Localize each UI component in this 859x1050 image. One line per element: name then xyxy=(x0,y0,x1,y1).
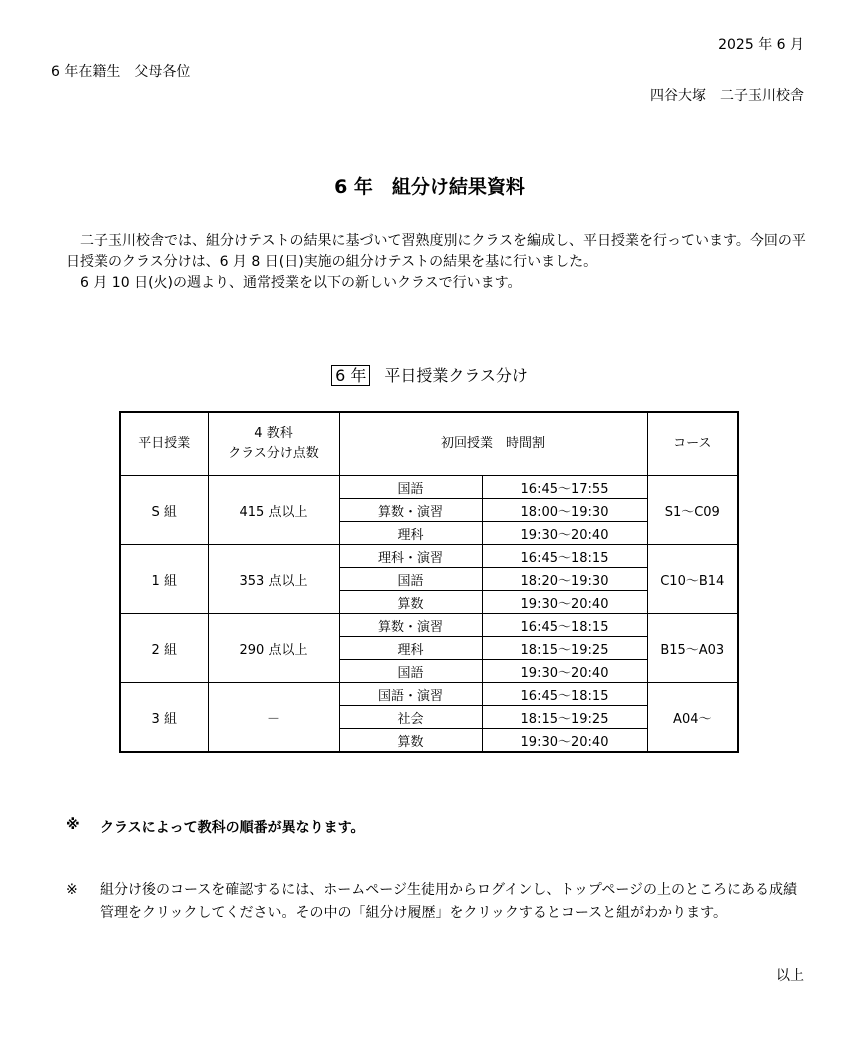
course-cell: A04～ xyxy=(647,683,738,753)
score-cell: 353 点以上 xyxy=(208,545,339,614)
time-cell: 19:30～20:40 xyxy=(482,591,647,614)
table-row xyxy=(120,614,738,637)
subject-cell: 社会 xyxy=(339,706,482,729)
score-cell: 290 点以上 xyxy=(208,614,339,683)
header-class: 平日授業 xyxy=(120,412,208,476)
subject-cell: 算数・演習 xyxy=(339,499,482,522)
header-score-line1: 4 教科 xyxy=(254,426,293,441)
document-title: 6 年 組分け結果資料 xyxy=(334,176,525,198)
course-cell: S1～C09 xyxy=(647,476,738,545)
intro-text xyxy=(66,231,806,294)
subject-cell: 算数 xyxy=(339,591,482,614)
time-cell: 18:15～19:25 xyxy=(482,637,647,660)
time-cell: 19:30～20:40 xyxy=(482,660,647,683)
class-table xyxy=(119,411,739,753)
class-cell: 2 組 xyxy=(120,614,208,683)
subject-cell: 国語・演習 xyxy=(339,683,482,706)
table-heading xyxy=(0,363,859,386)
time-cell: 18:15～19:25 xyxy=(482,706,647,729)
header-score xyxy=(208,412,339,476)
note-mark: ※ xyxy=(66,882,78,898)
note-2-text: 組分け後のコースを確認するには、ホームページ生徒用からログインし、トップページの上のところにある成績管理をクリックしてください。その中の「組分け履歴」をクリックするとコースと組がわかります。 xyxy=(100,882,798,921)
time-cell: 16:45～18:15 xyxy=(482,545,647,568)
course-cell: C10～B14 xyxy=(647,545,738,614)
class-cell: S 組 xyxy=(120,476,208,545)
closing-text: 以上 xyxy=(776,968,804,984)
table-row xyxy=(120,545,738,568)
score-cell: － xyxy=(208,683,339,753)
table-row xyxy=(120,683,738,706)
time-cell: 16:45～18:15 xyxy=(482,614,647,637)
subject-cell: 国語 xyxy=(339,660,482,683)
document-date: 2025 年 6 月 xyxy=(718,37,804,53)
time-cell: 18:00～19:30 xyxy=(482,499,647,522)
subject-cell: 理科 xyxy=(339,522,482,545)
subject-cell: 算数・演習 xyxy=(339,614,482,637)
intro-paragraph-2: 6 月 10 日(火)の週より、通常授業を以下の新しいクラスで行います。 xyxy=(80,275,522,291)
header-course: コース xyxy=(647,412,738,476)
note-1-text: クラスによって教科の順番が異なります。 xyxy=(100,820,365,836)
addressee: 6 年在籍生 父母各位 xyxy=(51,64,191,80)
course-cell: B15～A03 xyxy=(647,614,738,683)
subject-cell: 算数 xyxy=(339,729,482,753)
sender: 四谷大塚 二子玉川校舎 xyxy=(650,88,804,104)
note-mark: ※ xyxy=(66,817,80,833)
subject-cell: 理科・演習 xyxy=(339,545,482,568)
table-row xyxy=(120,476,738,499)
note-course-check xyxy=(66,879,806,925)
header-schedule: 初回授業 時間割 xyxy=(339,412,647,476)
intro-paragraph-1: 二子玉川校舎では、組分けテストの結果に基づいて習熟度別にクラスを編成し、平日授業を行っています。今回の平日授業のクラス分けは、6 月 8 日(日)実施の組分けテストの結果を基に行いました。 xyxy=(66,233,806,270)
score-cell: 415 点以上 xyxy=(208,476,339,545)
table-header-row xyxy=(120,412,738,476)
time-cell: 16:45～17:55 xyxy=(482,476,647,499)
subject-cell: 国語 xyxy=(339,476,482,499)
class-cell: 3 組 xyxy=(120,683,208,753)
subject-cell: 理科 xyxy=(339,637,482,660)
header-score-line2: クラス分け点数 xyxy=(228,446,319,461)
grade-box: 6 年 xyxy=(331,365,370,386)
table-heading-text: 平日授業クラス分け xyxy=(384,366,528,385)
note-subject-order xyxy=(66,817,364,837)
time-cell: 18:20～19:30 xyxy=(482,568,647,591)
subject-cell: 国語 xyxy=(339,568,482,591)
time-cell: 19:30～20:40 xyxy=(482,729,647,753)
time-cell: 16:45～18:15 xyxy=(482,683,647,706)
class-cell: 1 組 xyxy=(120,545,208,614)
time-cell: 19:30～20:40 xyxy=(482,522,647,545)
